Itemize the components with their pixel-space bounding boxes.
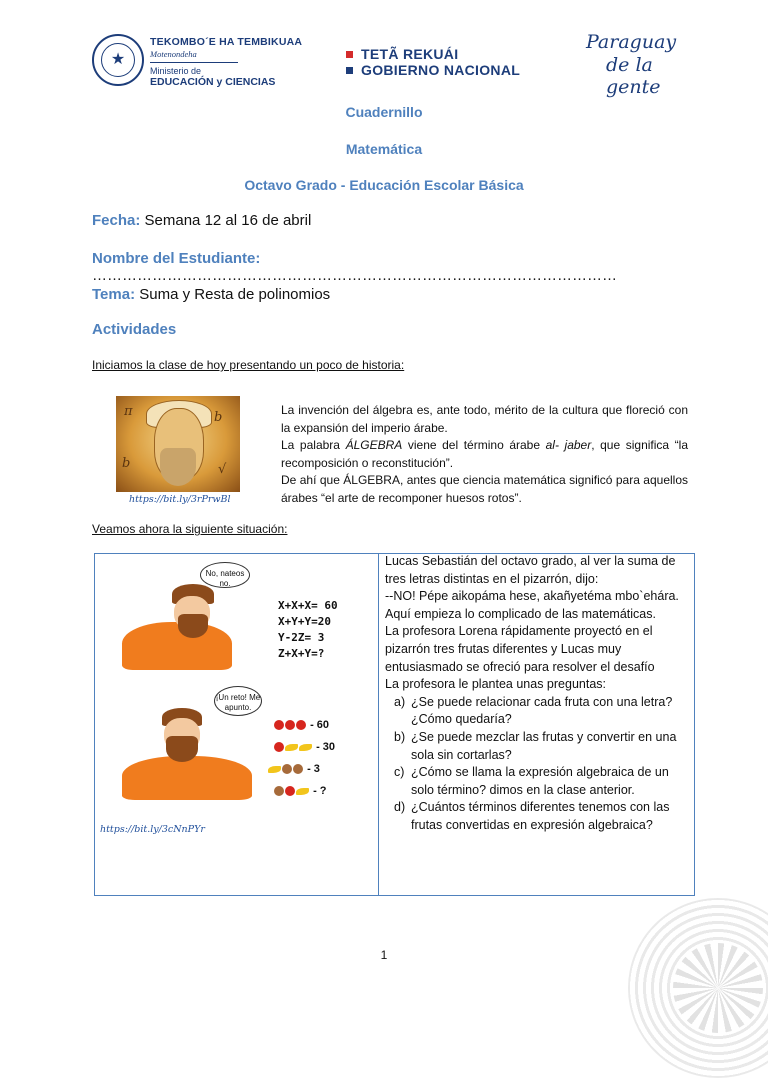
al-khwarizmi-illustration <box>116 396 240 492</box>
coconut-icon <box>274 786 284 796</box>
ministry-divider <box>150 62 238 63</box>
topic-value: Suma y Resta de polinomios <box>135 286 331 303</box>
fruit-equation-result: - 60 <box>310 719 330 731</box>
math-symbol-decoration: b <box>214 410 223 425</box>
comic-image-link[interactable]: https://bit.ly/3cNnPYr <box>100 824 205 835</box>
math-symbol-decoration: √ <box>218 462 227 477</box>
question-text: ¿Cómo se llama la expresión algebraica de un solo término? dimos en la clase anterior. <box>411 765 669 797</box>
page-number: 1 <box>380 948 388 962</box>
mandala-core <box>673 943 763 1033</box>
speech-bubble-top: No, nateos no. <box>200 562 250 588</box>
topic-label: Tema: <box>92 286 136 303</box>
history-p2-part: La palabra <box>281 438 346 452</box>
apple-icon <box>296 720 306 730</box>
question-list <box>385 694 689 835</box>
question-marker: c) <box>394 765 405 780</box>
coconut-icon <box>282 764 292 774</box>
coconut-icon <box>293 764 303 774</box>
mandala-decoration-icon <box>628 898 768 1078</box>
government-line-2: GOBIERNO NACIONAL <box>361 62 521 78</box>
apple-icon <box>274 742 284 752</box>
ministry-logo-text <box>150 36 320 88</box>
question-item <box>385 764 689 799</box>
history-term-al-jaber: al- jaber <box>545 438 592 452</box>
history-paragraph-1: La invención del álgebra es, ante todo, mérito de la cultura que floreció con la expansión del imperio árabe. <box>281 403 688 435</box>
banana-icon <box>299 744 312 751</box>
date-field <box>92 212 311 229</box>
question-item <box>385 729 689 764</box>
situation-heading: Veamos ahora la siguiente situación: <box>92 522 288 536</box>
man-top-body <box>122 622 232 670</box>
government-logo <box>346 46 520 78</box>
red-square-icon <box>346 51 353 58</box>
situation-paragraph-3: La profesora Lorena rápidamente proyectó en el pizarrón tres frutas diferentes y Lucas muy entusiasmado se ofreció para resolver el desafío <box>385 624 655 674</box>
equation-4: Z+X+Y=? <box>278 647 325 660</box>
speech-bubble-bottom: ¡Un reto! Me apunto. <box>214 686 262 716</box>
situation-paragraph-2: --NO! Pépe aikopáma hese, akañyetéma mbo`ehára. Aquí empieza lo complicado de las matemáticas. <box>385 589 679 621</box>
paraguay-logo-line-1: Paraguay <box>586 31 677 53</box>
fruit-equation-2 <box>274 740 335 754</box>
activities-heading: Actividades <box>92 321 177 338</box>
ministry-seal-icon: ★ <box>92 34 144 86</box>
question-text: ¿Cuántos términos diferentes tenemos con las frutas convertidas en expresión algebraica? <box>411 800 670 832</box>
paraguay-logo <box>586 30 706 98</box>
history-paragraph-3: De ahí que ÁLGEBRA, antes que ciencia matemática significó para aquellos árabes “el arte de recomponer huesos rotos”. <box>281 473 688 505</box>
title-grade: Octavo Grado - Educación Escolar Básica <box>244 177 524 193</box>
man-bottom-body <box>122 756 252 800</box>
ministry-line-3: Ministerio de <box>150 66 202 76</box>
fruit-algebra-comic <box>108 560 370 860</box>
question-marker: d) <box>394 800 406 815</box>
math-symbol-decoration: b <box>122 456 131 471</box>
situation-paragraph-4: La profesora le plantea unas preguntas: <box>385 677 606 692</box>
student-name-blank: …………………………………………………………………………………………… <box>92 267 617 284</box>
question-text: ¿Se puede relacionar cada fruta con una letra? ¿Cómo quedaría? <box>411 694 673 727</box>
equation-2: X+Y+Y=20 <box>278 615 331 628</box>
fruit-equation-result: - 3 <box>307 763 320 775</box>
banana-icon <box>285 744 298 751</box>
man-top-beard <box>178 614 208 638</box>
paraguay-logo-line-2: de la gente <box>606 54 661 98</box>
ministry-line-1: TEKOMBO´E HA TEMBIKUAA <box>150 36 303 48</box>
history-image-link[interactable]: https://bit.ly/3rPrwBl <box>129 494 231 505</box>
history-paragraph-2 <box>281 437 688 472</box>
fruit-equation-result: - ? <box>313 785 327 797</box>
math-symbol-decoration: π <box>124 404 133 419</box>
equation-1: X+X+X= 60 <box>278 599 338 612</box>
situation-table-divider <box>378 553 379 896</box>
question-marker: a) <box>394 694 406 709</box>
fruit-equation-1 <box>274 718 329 732</box>
history-p2-part: , que significa “la recomposición o reconstitución”. <box>281 438 689 470</box>
date-label: Fecha: <box>92 212 141 229</box>
title-cuadernillo: Cuadernillo <box>345 104 423 120</box>
question-item <box>385 694 689 729</box>
letter-equations <box>278 598 338 662</box>
situation-text <box>385 553 689 835</box>
student-name-field <box>92 250 768 284</box>
history-p2-part: viene del término árabe <box>402 438 546 452</box>
question-marker: b) <box>394 729 406 744</box>
blue-square-icon <box>346 67 353 74</box>
title-subject: Matemática <box>345 141 423 157</box>
banana-icon <box>268 766 281 773</box>
question-item <box>385 799 689 834</box>
history-text <box>281 402 688 507</box>
ministry-line-2: Motenondeha <box>150 49 197 59</box>
fruit-equation-result: - 30 <box>316 741 336 753</box>
banana-icon <box>296 788 309 795</box>
history-term-algebra: ÁLGEBRA <box>345 438 403 452</box>
government-line-1: TETÃ REKUÁI <box>361 46 459 62</box>
question-text: ¿Se puede mezclar las frutas y convertir en una sola sin cortarlas? <box>411 729 677 762</box>
date-value: Semana 12 al 16 de abril <box>140 212 312 229</box>
fruit-equation-3 <box>268 762 320 776</box>
apple-icon <box>285 720 295 730</box>
situation-paragraph-1: Lucas Sebastián del octavo grado, al ver la suma de tres letras distintas en el pizarrón, dijo: <box>385 554 676 586</box>
fruit-equation-4 <box>274 784 327 798</box>
apple-icon <box>274 720 284 730</box>
beard-shape <box>160 448 196 486</box>
ministry-line-4: EDUCACIÓN y CIENCIAS <box>150 76 276 88</box>
equation-3: Y-2Z= 3 <box>278 631 325 644</box>
history-heading: Iniciamos la clase de hoy presentando un poco de historia: <box>92 358 405 372</box>
student-name-label: Nombre del Estudiante: <box>92 250 261 267</box>
apple-icon <box>285 786 295 796</box>
topic-field <box>92 286 330 303</box>
man-bottom-beard <box>166 736 198 762</box>
